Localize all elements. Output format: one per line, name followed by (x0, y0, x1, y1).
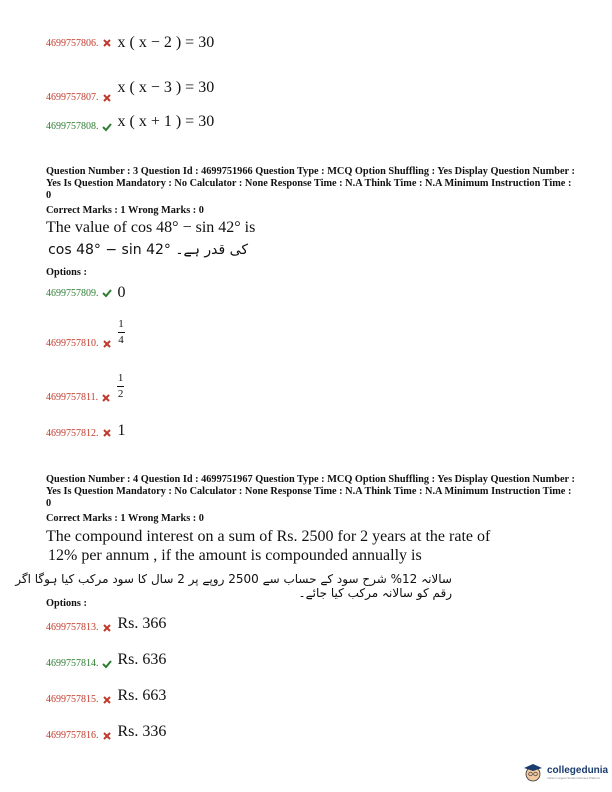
cross-icon (102, 695, 112, 705)
check-icon (102, 659, 112, 669)
fraction-denominator: 4 (118, 334, 124, 346)
check-icon (102, 288, 112, 298)
option-id: 4699757813. (46, 622, 99, 633)
collegedunia-logo (522, 762, 608, 782)
option-text: x ( x + 1 ) = 30 (117, 112, 215, 130)
option-row (46, 722, 166, 741)
option-id: 4699757809. (46, 287, 99, 299)
options-label: Options : (46, 267, 87, 278)
question-text: The value of cos 48° − sin 42° is (46, 219, 256, 236)
marks-line: Correct Marks : 1 Wrong Marks : 0 (46, 205, 204, 216)
option-fraction (118, 319, 125, 346)
cross-icon (102, 38, 112, 48)
option-text: 0 (117, 284, 126, 301)
option-id: 4699757811. (46, 392, 99, 403)
option-row (46, 650, 166, 669)
option-id: 4699757816. (46, 730, 99, 741)
option-row (46, 316, 125, 349)
question-text-urdu: سالانہ 12% شرح سود کے حساب سے 2500 روپے پر 2 سال کا سود مرکب کیا ہوگا اگر رقم کو سالانہ مرکب کیا جائے۔ (15, 572, 452, 600)
option-row (46, 370, 124, 403)
option-text: Rs. 636 (117, 650, 167, 668)
option-fraction (117, 373, 124, 400)
option-row (46, 34, 214, 52)
options-label: Options : (46, 598, 87, 609)
option-text: Rs. 663 (117, 686, 167, 704)
cross-icon (102, 428, 112, 438)
marks-line: Correct Marks : 1 Wrong Marks : 0 (46, 513, 204, 524)
option-text: Rs. 366 (117, 614, 167, 632)
option-text: x ( x − 3 ) = 30 (117, 78, 215, 96)
question-meta: Question Number : 3 Question Id : 4699751966 Question Type : MCQ Option Shuffling : Yes Display Question Number : Yes Is Question Mandatory : No Calculator : None Response Time : N.A Think Time : N.A Minimum Instruction Time : 0 (46, 166, 575, 201)
option-id: 4699757810. (46, 338, 99, 349)
option-id: 4699757812. (46, 427, 99, 439)
option-id: 4699757814. (46, 658, 99, 669)
logo-tagline: India's Largest Student Review Platform (547, 775, 601, 780)
fraction-bar (117, 386, 124, 387)
option-row (46, 686, 166, 705)
fraction-numerator: 1 (117, 372, 124, 384)
cross-icon (102, 93, 112, 103)
logo-name: collegedunia (547, 764, 609, 776)
fraction-denominator: 2 (117, 388, 124, 400)
question-text-urdu: cos 48° − sin 42° کی قدر ہے۔ (48, 242, 248, 258)
cross-icon (102, 623, 112, 633)
option-row (46, 422, 126, 440)
question-meta: Question Number : 4 Question Id : 4699751967 Question Type : MCQ Option Shuffling : Yes Display Question Number : Yes Is Question Mandatory : No Calculator : None Response Time : N.A Think Time : N.A Minimum Instruction Time : 0 (46, 474, 575, 509)
option-id: 4699757806. (46, 37, 99, 49)
option-text: x ( x − 2 ) = 30 (117, 34, 215, 51)
option-row (46, 614, 166, 633)
check-icon (102, 122, 112, 132)
cross-icon (102, 731, 112, 741)
question-text-line-1: The compound interest on a sum of Rs. 2500 for 2 years at the rate of (46, 528, 491, 545)
option-text: 1 (117, 422, 126, 439)
option-id: 4699757815. (46, 694, 99, 705)
fraction-numerator: 1 (118, 318, 124, 330)
option-row (46, 284, 126, 302)
graduate-icon (522, 762, 544, 782)
cross-icon (102, 339, 112, 349)
fraction-bar (118, 332, 125, 333)
cross-icon (101, 393, 111, 403)
option-row (46, 111, 214, 132)
question-text-line-2: 12% per annum , if the amount is compounded annually is (48, 547, 422, 564)
option-id: 4699757807. (46, 92, 99, 103)
option-row (46, 72, 214, 103)
option-text: Rs. 336 (117, 722, 167, 740)
option-id: 4699757808. (46, 121, 99, 132)
